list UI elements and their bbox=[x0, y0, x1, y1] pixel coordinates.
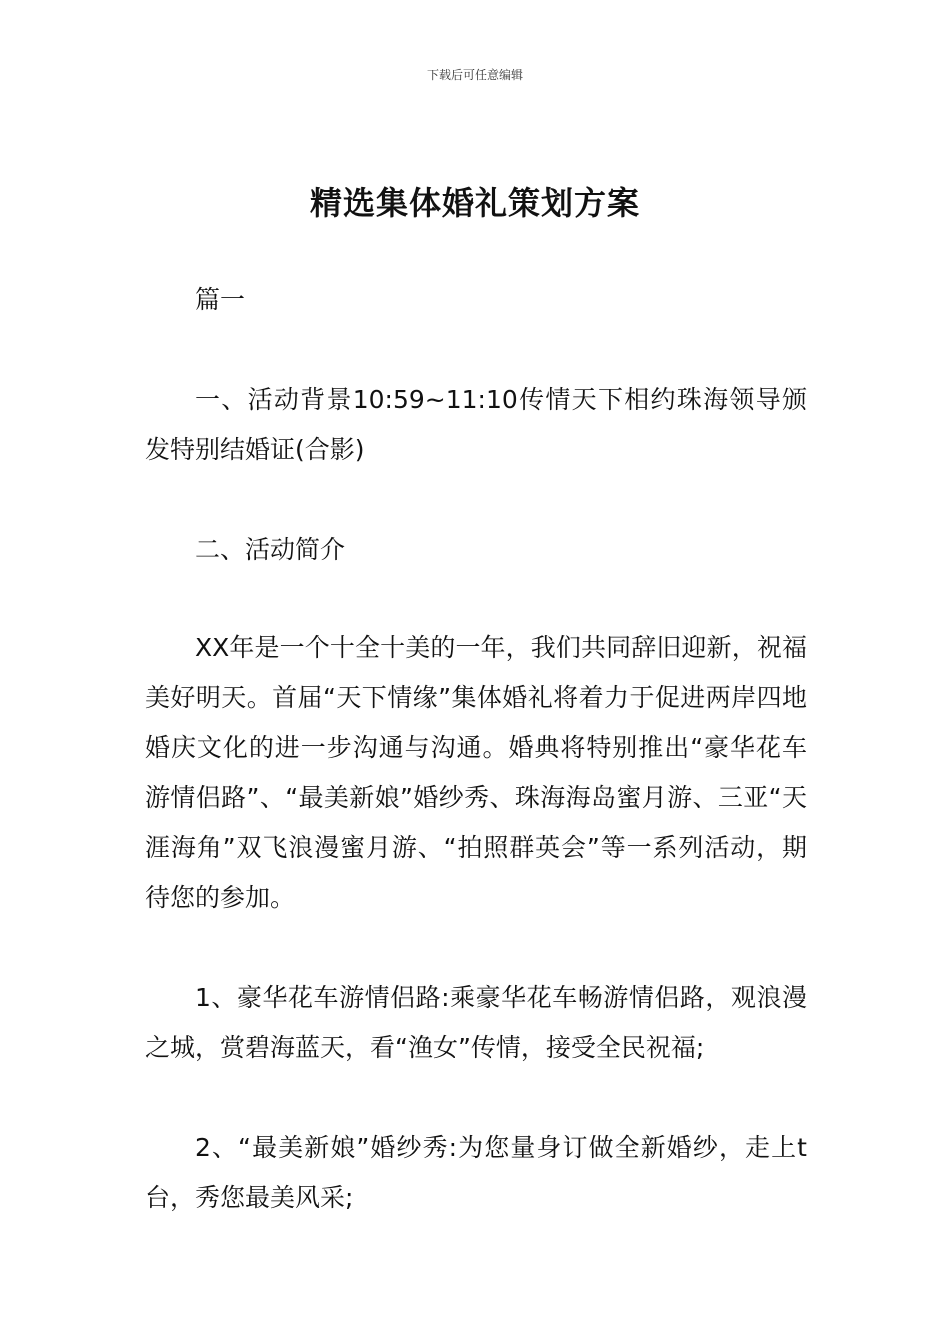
paragraph-item-1: 1、豪华花车游情侣路:乘豪华花车畅游情侣路，观浪漫之城，赏碧海蓝天，看“渔女”传情，接受全民祝福; bbox=[145, 983, 807, 1062]
page-header-note: 下载后可任意编辑 bbox=[426, 68, 523, 82]
paragraph-intro: XX年是一个十全十美的一年，我们共同辞旧迎新，祝福美好明天。首届“天下情缘”集体婚礼将着力于促进两岸四地婚庆文化的进一步沟通与沟通。婚典将特别推出“豪华花车游情侣路”、“最美新娘”婚纱秀、珠海海岛蜜月游、三亚“天涯海角”双飞浪漫蜜月游、“拍照群英会”等一系列活动，期待您的参加。 bbox=[145, 633, 807, 912]
section-label: 篇一 bbox=[195, 285, 246, 314]
paragraph-item-2: 2、“最美新娘”婚纱秀:为您量身订做全新婚纱，走上t台，秀您最美风采; bbox=[145, 1133, 807, 1212]
section-heading-intro: 二、活动简介 bbox=[195, 535, 346, 564]
page-title: 精选集体婚礼策划方案 bbox=[309, 184, 640, 222]
paragraph-background: 一、活动背景10:59~11:10传情天下相约珠海领导颁发特别结婚证(合影) bbox=[145, 385, 807, 464]
